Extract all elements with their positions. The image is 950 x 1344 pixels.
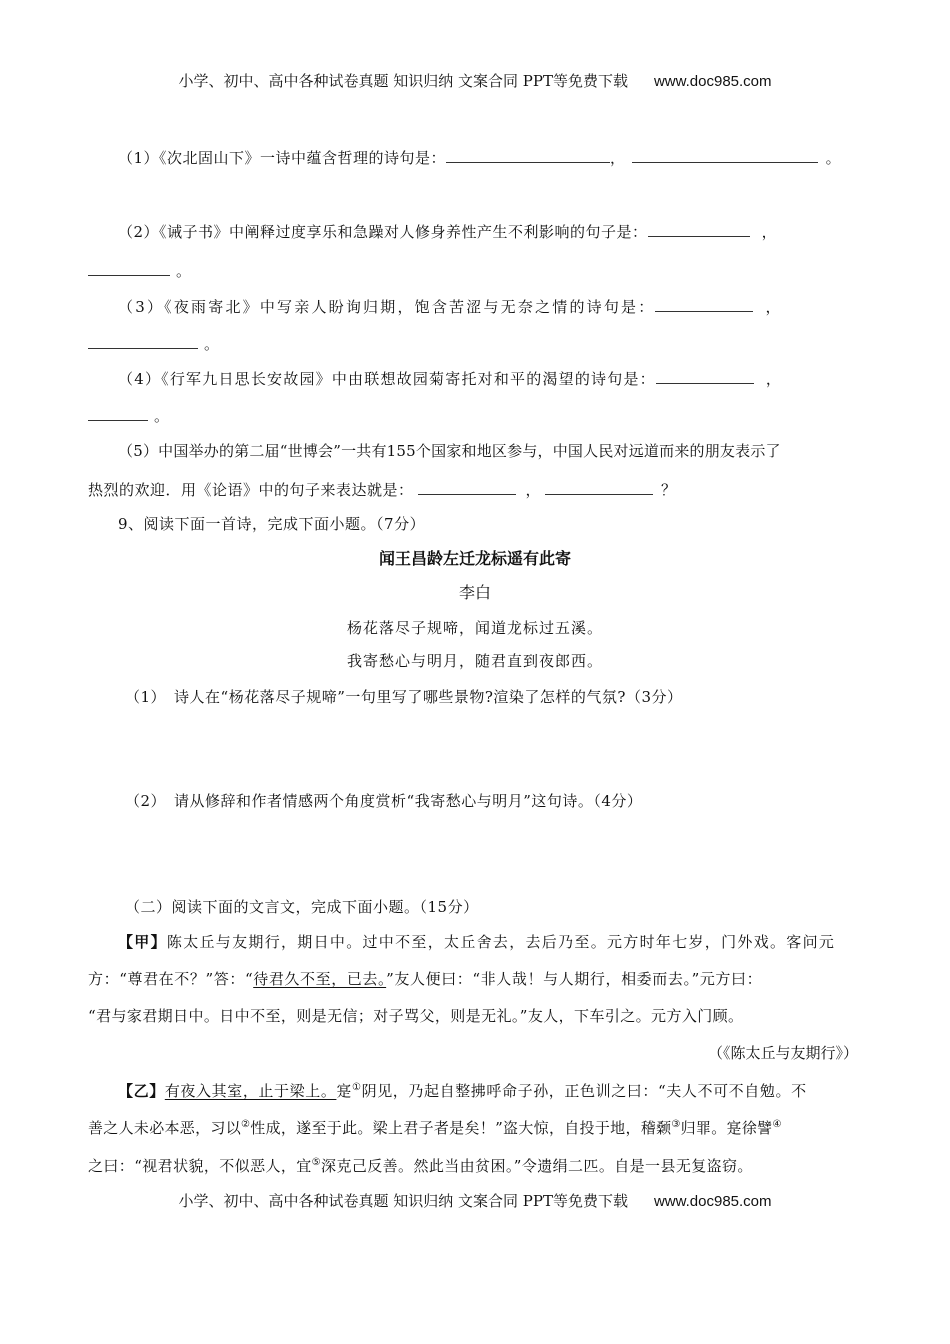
jia-tag: 【甲】 [118,933,167,951]
note-mark: ① [352,1082,362,1093]
yi-underlined-sentence: 有夜入其室，止于梁上。 [164,1082,337,1100]
jia-line-2 [88,968,762,990]
q8-item-4-cont [88,404,170,427]
answer-blank[interactable] [88,259,170,276]
header-url[interactable]: www.doc985.com [653,73,772,90]
q8-item-5: （5）中国举办的第二届“世博会”一共有155个国家和地区参与，中国人民对远道而来的朋友表示了 [118,442,781,460]
answer-blank[interactable] [632,146,818,163]
jia-underlined-sentence: 待君久不至，已去。 [253,970,387,988]
answer-blank[interactable] [648,220,750,237]
separator: ， [761,223,778,241]
jia-text-2b: ”友人便曰：“非人哉！与人期行，相委而去。”元方曰： [386,970,763,988]
yi-line-2 [88,1114,782,1139]
poem-title: 闻王昌龄左迁龙标遥有此寄 [378,549,571,568]
header-text: 小学、初中、高中各种试卷真题 知识归纳 文案合同 PPT等免费下载 [178,72,628,90]
answer-blank[interactable] [88,332,198,349]
q8-item-4 [118,367,782,390]
poem-line-1: 杨花落尽子规啼，闻道龙标过五溪。 [346,619,603,637]
yi-text-3a: 之曰：“视君状貌，不似恶人，宜 [88,1157,312,1175]
answer-blank[interactable] [656,367,754,384]
note-mark: ④ [772,1119,782,1130]
yi-tag: 【乙】 [118,1082,165,1100]
yi-text-2a: 善之人未必本恶，习以 [88,1119,242,1137]
q8-item-3 [118,295,783,318]
yi-text-1b: 阴见，乃起自整拂呼命子孙，正色训之曰：“夫人不可不自勉。不 [361,1082,807,1100]
end-mark: ？ [661,481,677,499]
q8-item-5-cont [88,478,677,501]
jia-line-3: “君与家君期日中。日中不至，则是无信；对子骂父，则是无礼。”友人，下车引之。元方入门顾。 [88,1007,744,1025]
q8-item-3-cont [88,332,220,355]
footer-url[interactable]: www.doc985.com [653,1193,772,1210]
q8-item-2-cont [88,259,192,282]
jia-text-1: 陈太丘与友期行，期日中。过中不至，太丘舍去，去后乃至。元方时年七岁，门外戏。客问元 [166,933,836,951]
jia-text-2a: 方：“尊君在不？”答：“ [88,970,254,988]
separator: ， [765,370,783,388]
end-mark: 。 [825,149,842,167]
poem-author: 李白 [458,583,491,602]
separator: ， [610,149,626,167]
q8-item-5-text: 热烈的欢迎．用《论语》中的句子来表达就是： [88,481,414,499]
jia-source: （《陈太丘与友期行》） [707,1044,858,1062]
note-mark: ② [241,1119,251,1130]
q8-item-1 [118,146,841,169]
separator: ， [525,481,542,499]
q8-item-2-text: （2）《诫子书》中阐释过度享乐和急躁对人修身养性产生不利影响的句子是： [118,223,648,241]
q8-item-2 [118,220,777,243]
answer-blank[interactable] [418,478,516,495]
poem-line-2: 我寄愁心与明月，随君直到夜郎西。 [346,652,603,670]
yi-text-2c: 归罪。寔徐譬 [680,1119,773,1137]
separator: ， [765,298,783,316]
q9-sub-2: （2） 请从修辞和作者情感两个角度赏析“我寄愁心与明月”这句诗。（4分） [125,792,643,810]
note-mark: ⑤ [311,1157,322,1168]
yi-text-2b: 性成，遂至于此。梁上君子者是矣！”盗大惊，自投于地，稽颡 [250,1119,672,1137]
end-mark: 。 [176,262,192,280]
yi-text-1a: 寔 [336,1082,353,1100]
q9-intro: 9、阅读下面一首诗，完成下面小题。（7分） [118,515,426,533]
footer-text: 小学、初中、高中各种试卷真题 知识归纳 文案合同 PPT等免费下载 [178,1192,628,1210]
answer-blank[interactable] [655,295,753,312]
answer-blank[interactable] [88,404,148,421]
q8-item-3-text: （3）《夜雨寄北》中写亲人盼询归期，饱含苦涩与无奈之情的诗句是： [118,298,656,316]
page-footer [0,1190,950,1211]
yi-text-3b: 深克己反善。然此当由贫困。”令遗绢二匹。自是一县无复盗窃。 [321,1157,753,1175]
answer-blank[interactable] [446,146,610,163]
jia-line-1 [118,931,835,953]
yi-line-1 [118,1077,807,1102]
end-mark: 。 [204,335,220,353]
end-mark: 。 [154,407,170,425]
q8-item-4-text: （4）《行军九日思长安故园》中由联想故园菊寄托对和平的渴望的诗句是： [118,370,656,388]
yi-line-3 [88,1152,753,1177]
note-mark: ③ [671,1119,681,1130]
part2-intro: （二）阅读下面的文言文，完成下面小题。（15分） [125,898,479,916]
answer-blank[interactable] [545,478,653,495]
page-header [0,70,950,91]
q9-sub-1: （1） 诗人在“杨花落尽子规啼”一句里写了哪些景物?渲染了怎样的气氛?（3分） [125,688,683,706]
q8-item-1-text: （1）《次北固山下》一诗中蕴含哲理的诗句是： [118,149,447,167]
